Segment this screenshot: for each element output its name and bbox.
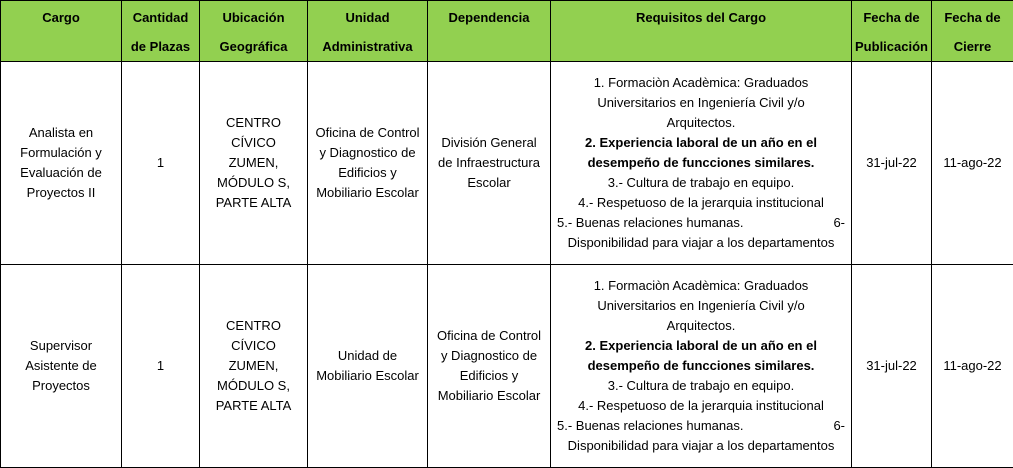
- dependencia-line: Mobiliario Escolar: [430, 386, 548, 406]
- requisito-line: Disponibilidad para viajar a los departamentos: [553, 233, 849, 253]
- cargo-line: Evaluación de: [3, 163, 119, 183]
- cell-cierre: 11-ago-22: [932, 265, 1013, 468]
- header-cantidad: [122, 1, 200, 62]
- dependencia-line: División General: [430, 133, 548, 153]
- cell-cargo: [1, 265, 122, 468]
- dependencia-line: de Infraestructura: [430, 153, 548, 173]
- header-requisitos-line: Requisitos del Cargo: [553, 3, 849, 32]
- header-unidad: [308, 1, 428, 62]
- dependencia-line: y Diagnostico de: [430, 346, 548, 366]
- header-dependencia: [428, 1, 551, 62]
- cargo-line: Proyectos: [3, 376, 119, 396]
- requisito-line-part: 5.- Buenas relaciones humanas.: [557, 213, 743, 233]
- cell-publicacion: 31-jul-22: [852, 62, 932, 265]
- cell-unidad: [308, 265, 428, 468]
- ubicacion-line: MÓDULO S,: [202, 173, 305, 193]
- requisito-line: Arquitectos.: [553, 316, 849, 336]
- ubicacion-line: CENTRO CÍVICO: [202, 316, 305, 356]
- requisito-line: Universitarios en Ingeniería Civil y/o: [553, 93, 849, 113]
- requisito-line-part: 5.- Buenas relaciones humanas.: [557, 416, 743, 436]
- cargo-line: Supervisor: [3, 336, 119, 356]
- cargo-line: Formulación y: [3, 143, 119, 163]
- cell-cantidad: 1: [122, 62, 200, 265]
- requisito-line-bold: 2. Experiencia laboral de un año en el: [553, 336, 849, 356]
- ubicacion-line: PARTE ALTA: [202, 396, 305, 416]
- cell-publicacion: 31-jul-22: [852, 265, 932, 468]
- cell-requisitos: [551, 62, 852, 265]
- requisito-line: 3.- Cultura de trabajo en equipo.: [553, 376, 849, 396]
- ubicacion-line: ZUMEN,: [202, 356, 305, 376]
- header-cargo-line: Cargo: [3, 3, 119, 32]
- header-dependencia-line: Dependencia: [430, 3, 548, 32]
- header-cierre: [932, 1, 1013, 62]
- requisito-line: Disponibilidad para viajar a los departamentos: [553, 436, 849, 456]
- table-row: [1, 265, 1013, 468]
- requisito-line: Universitarios en Ingeniería Civil y/o: [553, 296, 849, 316]
- cargo-line: Proyectos II: [3, 183, 119, 203]
- cell-ubicacion: [200, 62, 308, 265]
- header-requisitos: [551, 1, 852, 62]
- header-unidad-line1: Unidad: [310, 3, 425, 32]
- header-publicacion: [852, 1, 932, 62]
- ubicacion-line: MÓDULO S,: [202, 376, 305, 396]
- header-ubicacion-line2: Geográfica: [202, 32, 305, 61]
- dependencia-line: Oficina de Control: [430, 326, 548, 346]
- header-cantidad-line1: Cantidad: [124, 3, 197, 32]
- header-unidad-line2: Administrativa: [310, 32, 425, 61]
- requisito-line: 4.- Respetuoso de la jerarquia institucional: [553, 193, 849, 213]
- requisito-line-part: 6-: [833, 416, 845, 436]
- requisito-line-bold: desempeño de funcciones similares.: [553, 356, 849, 376]
- requisito-line: 4.- Respetuoso de la jerarquia institucional: [553, 396, 849, 416]
- requisito-line-part: 6-: [833, 213, 845, 233]
- cell-dependencia: [428, 265, 551, 468]
- cargo-line: Analista en: [3, 123, 119, 143]
- header-cargo: [1, 1, 122, 62]
- header-cierre-line1: Fecha de: [934, 3, 1011, 32]
- header-row: [1, 1, 1013, 62]
- header-cierre-line2: Cierre: [934, 32, 1011, 61]
- dependencia-line: Edificios y: [430, 366, 548, 386]
- table-row: [1, 62, 1013, 265]
- requisito-line: 1. Formaciòn Acadèmica: Graduados: [553, 73, 849, 93]
- ubicacion-line: CENTRO CÍVICO: [202, 113, 305, 153]
- cell-requisitos: [551, 265, 852, 468]
- header-ubicacion-line1: Ubicación: [202, 3, 305, 32]
- unidad-line: Edificios y: [310, 163, 425, 183]
- cell-unidad: [308, 62, 428, 265]
- requisito-line: 3.- Cultura de trabajo en equipo.: [553, 173, 849, 193]
- header-cantidad-line2: de Plazas: [124, 32, 197, 61]
- header-publicacion-line1: Fecha de: [854, 3, 929, 32]
- header-ubicacion: [200, 1, 308, 62]
- cell-cantidad: 1: [122, 265, 200, 468]
- cell-cierre: 11-ago-22: [932, 62, 1013, 265]
- requisito-line-bold: desempeño de funcciones similares.: [553, 153, 849, 173]
- unidad-line: Unidad de: [310, 346, 425, 366]
- unidad-line: y Diagnostico de: [310, 143, 425, 163]
- ubicacion-line: ZUMEN,: [202, 153, 305, 173]
- requisito-line: 1. Formaciòn Acadèmica: Graduados: [553, 276, 849, 296]
- cell-dependencia: [428, 62, 551, 265]
- ubicacion-line: PARTE ALTA: [202, 193, 305, 213]
- unidad-line: Mobiliario Escolar: [310, 183, 425, 203]
- unidad-line: Mobiliario Escolar: [310, 366, 425, 386]
- requisito-line-split: [553, 213, 849, 233]
- requisito-line-bold: 2. Experiencia laboral de un año en el: [553, 133, 849, 153]
- header-publicacion-line2: Publicación: [854, 32, 929, 61]
- cell-ubicacion: [200, 265, 308, 468]
- unidad-line: Oficina de Control: [310, 123, 425, 143]
- requisito-line: Arquitectos.: [553, 113, 849, 133]
- requisito-line-split: [553, 416, 849, 436]
- cargo-line: Asistente de: [3, 356, 119, 376]
- dependencia-line: Escolar: [430, 173, 548, 193]
- cell-cargo: [1, 62, 122, 265]
